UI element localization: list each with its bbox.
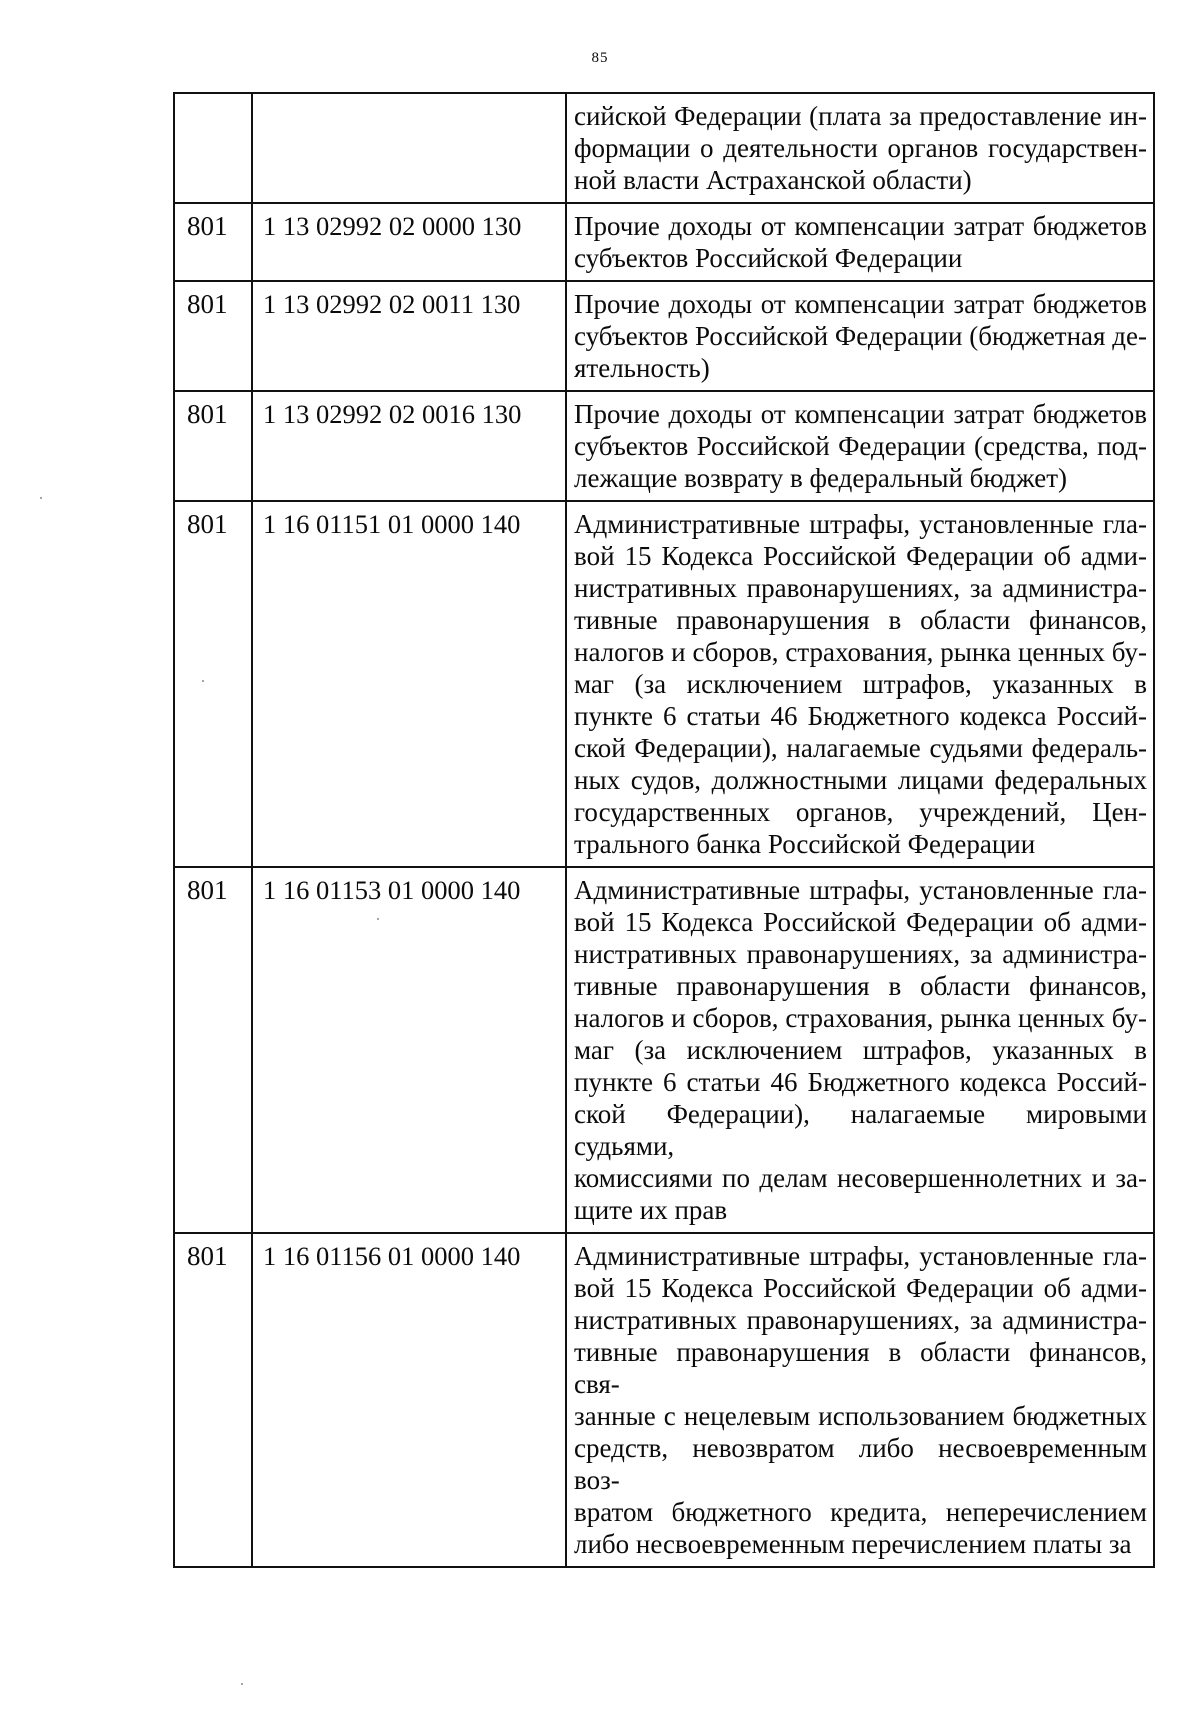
table-row xyxy=(174,93,1154,203)
description-line: вой 15 Кодекса Российской Федерации об адми- xyxy=(574,907,1147,937)
admin-code-cell: 801 xyxy=(174,281,252,391)
description-line: сийской Федерации (плата за предоставление ин- xyxy=(574,101,1147,131)
table-row xyxy=(174,1233,1154,1567)
table-row xyxy=(174,867,1154,1233)
description-line: комиссиями по делам несовершеннолетних и за- xyxy=(574,1163,1147,1193)
kbk-code-cell: 1 16 01153 01 0000 140 xyxy=(252,867,566,1233)
revenue-codes-table xyxy=(173,92,1155,1568)
description-line: средств, невозвратом либо несвоевременным воз- xyxy=(574,1433,1147,1495)
description-line: государственных органов, учреждений, Цен- xyxy=(574,797,1147,827)
scan-speck xyxy=(377,918,379,920)
description-line: занные с нецелевым использованием бюджетных xyxy=(574,1401,1147,1431)
table-row xyxy=(174,203,1154,281)
kbk-code-cell: 1 16 01151 01 0000 140 xyxy=(252,501,566,867)
description-line: тивные правонарушения в области финансов, xyxy=(574,605,1147,635)
description-line: субъектов Российской Федерации xyxy=(574,243,963,273)
description-line: ятельность) xyxy=(574,353,710,383)
description-line: Административные штрафы, установленные гла- xyxy=(574,1241,1147,1271)
description-line: тивные правонарушения в области финансов, xyxy=(574,971,1147,1001)
description-line: налогов и сборов, страхования, рынка ценных бу- xyxy=(574,1003,1147,1033)
description-line: щите их прав xyxy=(574,1195,728,1225)
admin-code-cell: 801 xyxy=(174,391,252,501)
description-line: ской Федерации), налагаемые мировыми судьями, xyxy=(574,1099,1147,1161)
admin-code-cell xyxy=(174,93,252,203)
description-line: лежащие возврату в федеральный бюджет) xyxy=(574,463,1068,493)
description-line: нистративных правонарушениях, за администра- xyxy=(574,573,1147,603)
description-line: пункте 6 статьи 46 Бюджетного кодекса Россий- xyxy=(574,1067,1147,1097)
page-number: 85 xyxy=(591,50,609,66)
description-line: маг (за исключением штрафов, указанных в xyxy=(574,669,1147,699)
admin-code-cell: 801 xyxy=(174,203,252,281)
description-line: формации о деятельности органов государствен- xyxy=(574,133,1147,163)
description-line: вой 15 Кодекса Российской Федерации об адми- xyxy=(574,541,1147,571)
description-line: ных судов, должностными лицами федеральных xyxy=(574,765,1147,795)
description-line: субъектов Российской Федерации (средства, под- xyxy=(574,431,1147,461)
admin-code-cell: 801 xyxy=(174,1233,252,1567)
table-row xyxy=(174,501,1154,867)
description-cell xyxy=(566,93,1154,203)
admin-code-cell: 801 xyxy=(174,867,252,1233)
scan-speck xyxy=(202,680,204,682)
scan-speck xyxy=(40,497,42,499)
description-line: пункте 6 статьи 46 Бюджетного кодекса Россий- xyxy=(574,701,1147,731)
description-line: ной власти Астраханской области) xyxy=(574,165,972,195)
kbk-code-cell xyxy=(252,93,566,203)
scan-speck xyxy=(241,1683,243,1685)
description-cell xyxy=(566,1233,1154,1567)
description-cell xyxy=(566,867,1154,1233)
table-row xyxy=(174,391,1154,501)
description-line: трального банка Российской Федерации xyxy=(574,829,1036,859)
description-line: Административные штрафы, установленные гла- xyxy=(574,509,1147,539)
table-body xyxy=(174,93,1154,1567)
admin-code-cell: 801 xyxy=(174,501,252,867)
kbk-code-cell: 1 13 02992 02 0000 130 xyxy=(252,203,566,281)
description-line: вой 15 Кодекса Российской Федерации об адми- xyxy=(574,1273,1147,1303)
description-line: тивные правонарушения в области финансов, свя- xyxy=(574,1337,1147,1399)
description-line: ской Федерации), налагаемые судьями федераль- xyxy=(574,733,1147,763)
description-line: Административные штрафы, установленные гла- xyxy=(574,875,1147,905)
kbk-code-cell: 1 16 01156 01 0000 140 xyxy=(252,1233,566,1567)
description-cell xyxy=(566,501,1154,867)
description-line: вратом бюджетного кредита, неперечислением xyxy=(574,1497,1147,1527)
description-line: субъектов Российской Федерации (бюджетная де- xyxy=(574,321,1147,351)
description-line: Прочие доходы от компенсации затрат бюджетов xyxy=(574,399,1147,429)
description-line: налогов и сборов, страхования, рынка ценных бу- xyxy=(574,637,1147,667)
description-line: маг (за исключением штрафов, указанных в xyxy=(574,1035,1147,1065)
table-row xyxy=(174,281,1154,391)
description-line: нистративных правонарушениях, за администра- xyxy=(574,939,1147,969)
description-cell xyxy=(566,203,1154,281)
kbk-code-cell: 1 13 02992 02 0011 130 xyxy=(252,281,566,391)
kbk-code-cell: 1 13 02992 02 0016 130 xyxy=(252,391,566,501)
description-cell xyxy=(566,391,1154,501)
description-line: Прочие доходы от компенсации затрат бюджетов xyxy=(574,289,1147,319)
description-line: нистративных правонарушениях, за администра- xyxy=(574,1305,1147,1335)
description-line: либо несвоевременным перечислением платы за xyxy=(574,1529,1132,1559)
description-cell xyxy=(566,281,1154,391)
description-line: Прочие доходы от компенсации затрат бюджетов xyxy=(574,211,1147,241)
